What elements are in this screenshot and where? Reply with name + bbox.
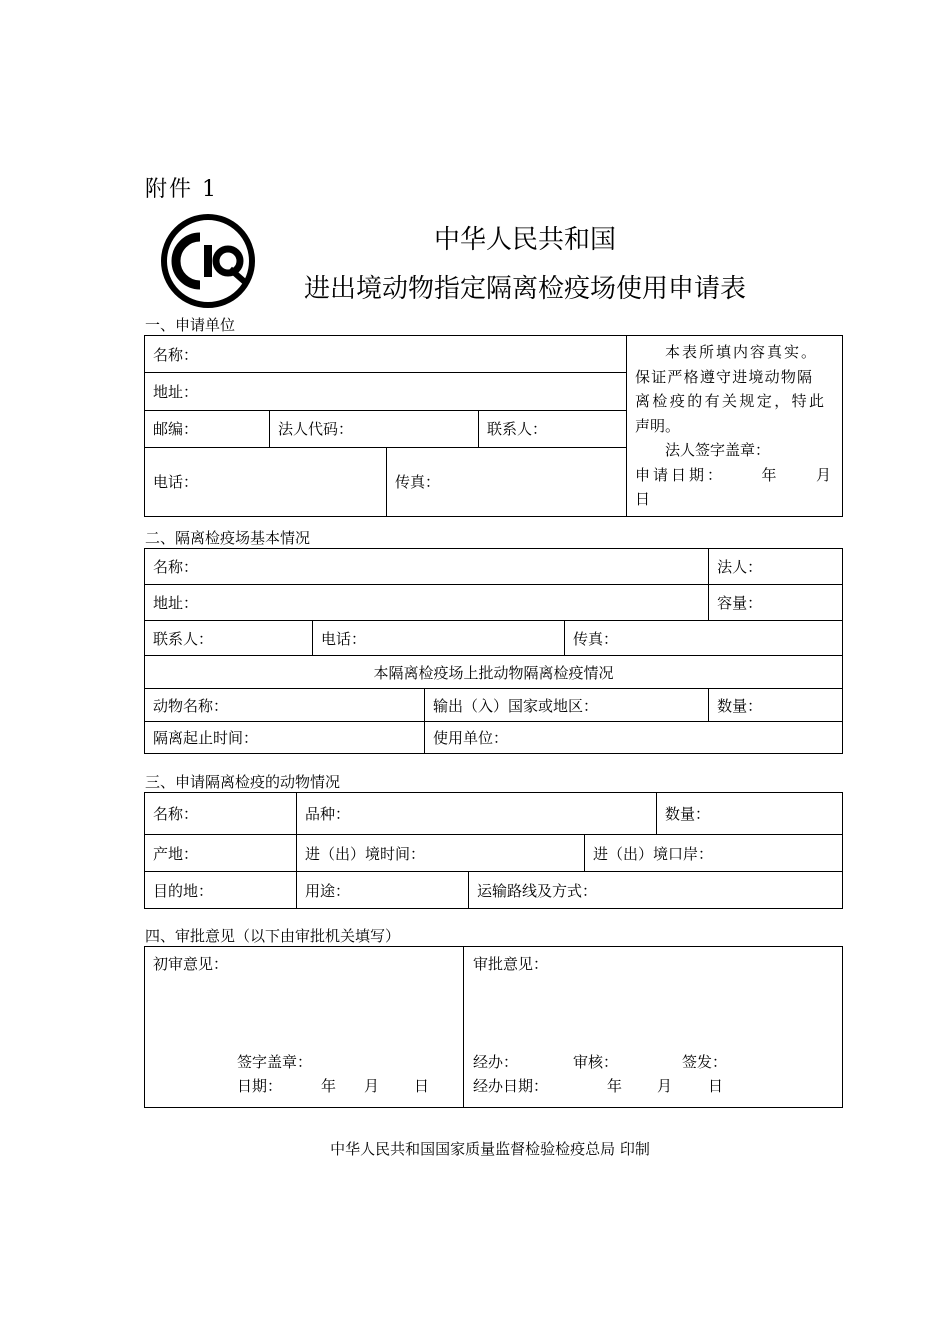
site-contact-field[interactable]: 联系人： xyxy=(145,621,313,656)
approval-opinion-label: 审批意见： xyxy=(473,955,549,973)
reviewer-label: 审核： xyxy=(573,1053,619,1071)
handle-date-label: 经办日期： xyxy=(473,1077,549,1095)
applicant-table xyxy=(144,335,843,517)
site-name-field[interactable]: 名称： xyxy=(145,549,709,585)
animal-entry-port-field[interactable]: 进（出）境口岸： xyxy=(585,835,843,872)
animal-origin-field[interactable]: 产地： xyxy=(145,835,297,872)
footer-issuer: 中华人民共和国国家质量监督检验检疫总局 印制 xyxy=(330,1140,650,1158)
apply-date-label: 申请日期： xyxy=(635,465,726,484)
handle-date-day: 日 xyxy=(708,1077,724,1095)
section2-heading: 二、隔离检疫场基本情况 xyxy=(145,529,311,547)
animal-usage-field[interactable]: 用途： xyxy=(297,872,469,909)
site-legal-person-field[interactable]: 法人： xyxy=(709,549,843,585)
applicant-contact-field[interactable]: 联系人： xyxy=(479,410,627,447)
issuer-label: 签发： xyxy=(682,1053,728,1071)
apply-date-row[interactable] xyxy=(635,463,834,488)
section1-heading: 一、申请单位 xyxy=(145,316,236,334)
apply-date-month: 月 xyxy=(815,465,834,484)
legal-signature-label[interactable]: 法人签字盖章： xyxy=(665,441,771,459)
last-quantity-field[interactable]: 数量： xyxy=(709,689,843,722)
preliminary-opinion-field[interactable] xyxy=(145,947,464,1108)
quarantine-site-table xyxy=(144,548,843,754)
site-capacity-field[interactable]: 容量： xyxy=(709,585,843,621)
applicant-legal-code-field[interactable]: 法人代码： xyxy=(270,410,479,447)
handle-date-year: 年 xyxy=(607,1077,623,1095)
applicant-name-field[interactable]: 名称： xyxy=(145,336,627,373)
approval-table xyxy=(144,946,843,1108)
last-animal-name-field[interactable]: 动物名称： xyxy=(145,689,425,722)
declaration-line2: 保证严格遵守进境动物隔 xyxy=(635,367,814,386)
applicant-address-field[interactable]: 地址： xyxy=(145,373,627,410)
applicant-postcode-field[interactable]: 邮编： xyxy=(145,410,270,447)
animal-route-field[interactable]: 运输路线及方式： xyxy=(469,872,843,909)
attachment-label: 附件 1 xyxy=(145,177,218,202)
prelim-sign-seal-label: 签字盖章： xyxy=(237,1053,313,1071)
declaration-line1: 本表所填内容真实。 xyxy=(665,343,819,361)
animal-destination-field[interactable]: 目的地： xyxy=(145,872,297,909)
declaration-line4: 声明。 xyxy=(635,416,681,435)
handle-date-month: 月 xyxy=(657,1077,673,1095)
applicant-phone-field[interactable]: 电话： xyxy=(145,448,387,516)
approval-opinion-field[interactable] xyxy=(464,947,843,1108)
last-batch-title: 本隔离检疫场上批动物隔离检疫情况 xyxy=(145,656,843,689)
form-title: 进出境动物指定隔离检疫场使用申请表 xyxy=(303,274,746,304)
section4-heading: 四、审批意见（以下由审批机关填写） xyxy=(145,927,401,945)
animal-name-field[interactable]: 名称： xyxy=(145,793,297,835)
title-country: 中华人民共和国 xyxy=(433,225,616,255)
last-origin-country-field[interactable]: 输出（入）国家或地区： xyxy=(425,689,709,722)
animal-breed-field[interactable]: 品种： xyxy=(297,793,657,835)
applicant-fax-field[interactable]: 传真： xyxy=(387,448,627,516)
prelim-date-month: 月 xyxy=(364,1077,380,1095)
site-phone-field[interactable]: 电话： xyxy=(313,621,565,656)
last-user-unit-field[interactable]: 使用单位： xyxy=(425,722,843,754)
animal-info-table xyxy=(144,792,843,909)
prelim-date-day: 日 xyxy=(414,1077,430,1095)
last-period-field[interactable]: 隔离起止时间： xyxy=(145,722,425,754)
handler-label: 经办： xyxy=(473,1053,519,1071)
apply-date-day: 日 xyxy=(635,490,651,508)
apply-date-year: 年 xyxy=(761,465,780,484)
ciq-logo-icon xyxy=(160,213,256,309)
animal-entry-time-field[interactable]: 进（出）境时间： xyxy=(297,835,585,872)
prelim-date-year: 年 xyxy=(321,1077,337,1095)
declaration-line3: 离检疫的有关规定，特此 xyxy=(635,392,827,410)
site-address-field[interactable]: 地址： xyxy=(145,585,709,621)
site-fax-field[interactable]: 传真： xyxy=(565,621,843,656)
declaration-cell xyxy=(627,336,843,517)
prelim-date-label: 日期： xyxy=(237,1077,283,1095)
preliminary-opinion-label: 初审意见： xyxy=(153,955,229,973)
animal-quantity-field[interactable]: 数量： xyxy=(657,793,843,835)
section3-heading: 三、申请隔离检疫的动物情况 xyxy=(145,773,341,791)
